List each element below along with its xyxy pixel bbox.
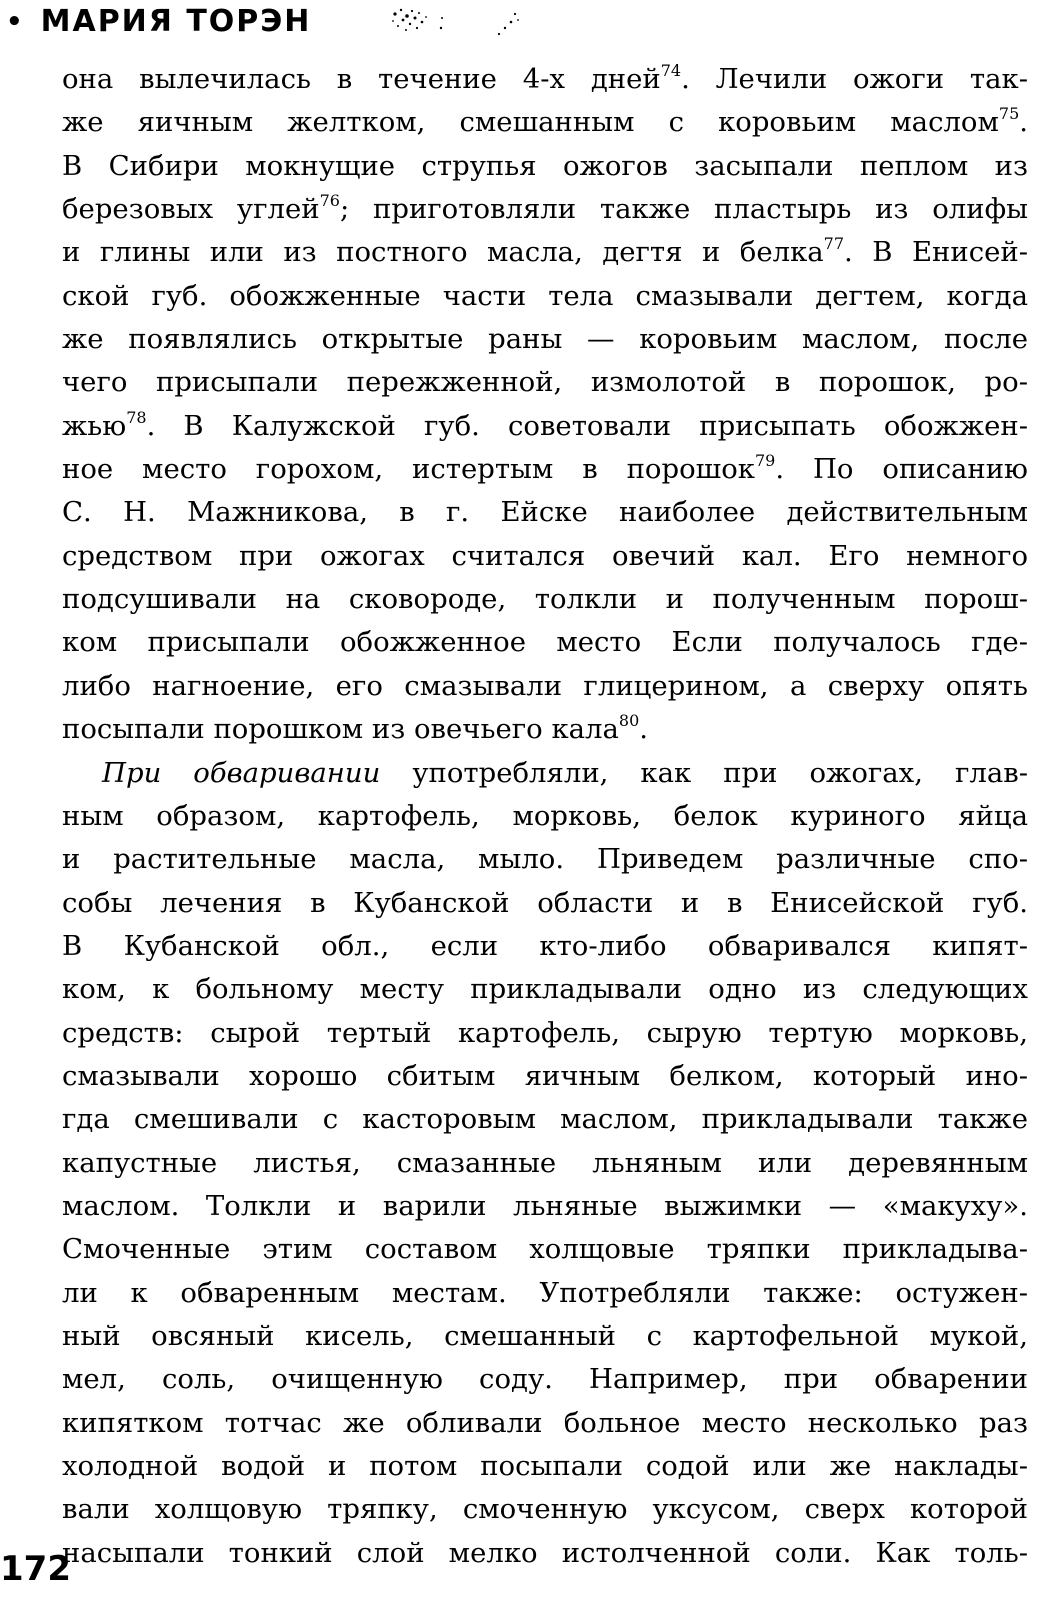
text-segment: ли к обваренным местам. Употребляли также: остужен- xyxy=(62,1276,1028,1309)
text-line xyxy=(62,1445,1028,1488)
text-line xyxy=(62,1012,1028,1055)
footnote-ref: 75 xyxy=(998,104,1020,124)
text-line xyxy=(62,101,1028,144)
header-ornament-icon xyxy=(381,4,561,40)
text-segment: кипятком тотчас же обливали больное место несколько раз xyxy=(62,1406,1028,1439)
text-line xyxy=(62,491,1028,534)
text-line xyxy=(62,231,1028,274)
page-number: 172 xyxy=(0,1549,71,1589)
text-segment: либо нагноение, его смазывали глицерином, а сверху опять xyxy=(62,669,1028,702)
text-line xyxy=(62,318,1028,361)
text-segment: же яичным желтком, смешанным с коровьим маслом xyxy=(62,106,999,139)
text-segment: . xyxy=(1019,106,1028,139)
text-line xyxy=(62,188,1028,231)
text-segment: ком, к больному месту прикладывали одно из следующих xyxy=(62,973,1028,1006)
text-segment: посыпали порошком из овечьего кала xyxy=(62,713,619,746)
text-segment: капустные листья, смазанные льняным или деревянным xyxy=(62,1146,1028,1179)
text-segment: она вылечилась в течение 4-х дней xyxy=(62,63,661,95)
text-line xyxy=(62,1055,1028,1098)
text-line xyxy=(62,275,1028,318)
running-header xyxy=(0,2,561,42)
text-segment: ком присыпали обожженное место Если получалось где- xyxy=(62,626,1028,659)
text-line xyxy=(62,665,1028,708)
text-line xyxy=(62,838,1028,881)
text-segment: и растительные масла, мыло. Приведем различные спо- xyxy=(62,843,1028,876)
text-segment: маслом. Толкли и варили льняные выжимки — «макуху». xyxy=(62,1189,1028,1222)
header-bullet: • xyxy=(6,7,23,37)
text-segment: ; приготовляли также пластырь из олифы xyxy=(339,193,1028,226)
text-line xyxy=(62,752,1028,795)
text-line xyxy=(62,578,1028,621)
text-line xyxy=(62,1228,1028,1271)
footnote-ref: 77 xyxy=(823,234,845,254)
text-line xyxy=(62,795,1028,838)
text-segment: . Лечили ожоги так- xyxy=(681,63,1028,95)
text-segment: ным образом, картофель, морковь, белок куриного яйца xyxy=(62,799,1028,832)
text-segment: . xyxy=(639,713,648,746)
text-segment: мел, соль, очищенную соду. Например, при обварении xyxy=(62,1363,1028,1396)
text-segment: С. Н. Мажникова, в г. Ейске наиболее действительным xyxy=(62,496,1028,529)
text-segment: ской губ. обожженные части тела смазывали дегтем, когда xyxy=(62,279,1028,312)
text-segment: насыпали тонкий слой мелко истолченной соли. Как толь- xyxy=(62,1536,1028,1569)
text-segment: холодной водой и потом посыпали содой или же наклады- xyxy=(62,1450,1028,1482)
text-line xyxy=(62,1185,1028,1228)
text-segment: . В Калужской губ. советовали присыпать обожжен- xyxy=(146,409,1028,442)
footnote-ref: 74 xyxy=(660,61,682,80)
text-line xyxy=(62,1315,1028,1358)
text-segment: гда смешивали с касторовым маслом, прикладывали также xyxy=(62,1103,1028,1136)
text-segment: средств: сырой тертый картофель, сырую тертую морковь, xyxy=(62,1016,1028,1049)
text-line xyxy=(62,1272,1028,1315)
text-line xyxy=(62,145,1028,188)
footnote-ref: 79 xyxy=(754,451,776,471)
text-line xyxy=(62,1488,1028,1531)
text-segment: средством при ожогах считался овечий кал. Его немного xyxy=(62,539,1028,572)
text-line xyxy=(62,448,1028,491)
text-segment: же появлялись открытые раны — коровьим маслом, после xyxy=(62,323,1028,356)
text-line xyxy=(62,535,1028,578)
text-segment: вали холщовую тряпку, смоченную уксусом, сверх которой xyxy=(62,1493,1028,1526)
text-segment: подсушивали на сковороде, толкли и полученным порош- xyxy=(62,583,1028,616)
footnote-ref: 76 xyxy=(319,191,340,211)
text-line xyxy=(62,708,1028,751)
text-segment: жью xyxy=(62,409,127,442)
text-segment: собы лечения в Кубанской области и в Енисейской губ. xyxy=(62,886,1028,919)
text-line xyxy=(62,1402,1028,1445)
text-segment: В Кубанской обл., если кто-либо обваривался кипят- xyxy=(62,929,1028,962)
text-line xyxy=(62,1358,1028,1401)
body-text xyxy=(62,58,1028,1575)
text-segment: чего присыпали пережженной, измолотой в порошок, ро- xyxy=(62,366,1028,399)
text-segment: В Сибири мокнущие струпья ожогов засыпали пеплом из xyxy=(62,149,1028,182)
text-segment: . В Енисей- xyxy=(844,236,1028,269)
footnote-ref: 78 xyxy=(126,407,147,427)
text-segment: ное место горохом, истертым в порошок xyxy=(62,453,755,486)
text-segment: употребляли, как при ожогах, глав- xyxy=(380,756,1028,789)
text-line xyxy=(62,968,1028,1011)
text-segment: березовых углей xyxy=(62,193,320,226)
text-line xyxy=(62,1098,1028,1141)
text-line xyxy=(62,621,1028,664)
text-segment: Смоченные этим составом холщовые тряпки прикладыва- xyxy=(62,1233,1028,1266)
text-segment: смазывали хорошо сбитым яичным белком, который ино- xyxy=(62,1059,1028,1092)
text-segment: и глины или из постного масла, дегтя и белка xyxy=(62,236,824,269)
running-header-title: МАРИЯ ТОРЭН xyxy=(40,4,312,39)
text-line xyxy=(62,882,1028,925)
text-line xyxy=(62,1142,1028,1185)
text-segment: ный овсяный кисель, смешанный с картофельной мукой, xyxy=(62,1319,1028,1352)
text-line xyxy=(62,1532,1028,1575)
text-segment: . По описанию xyxy=(775,453,1028,486)
text-line xyxy=(62,405,1028,448)
text-line xyxy=(62,58,1028,101)
text-line xyxy=(62,925,1028,968)
text-line xyxy=(62,361,1028,404)
footnote-ref: 80 xyxy=(618,711,640,731)
emphasized-text: При обваривании xyxy=(102,756,381,789)
